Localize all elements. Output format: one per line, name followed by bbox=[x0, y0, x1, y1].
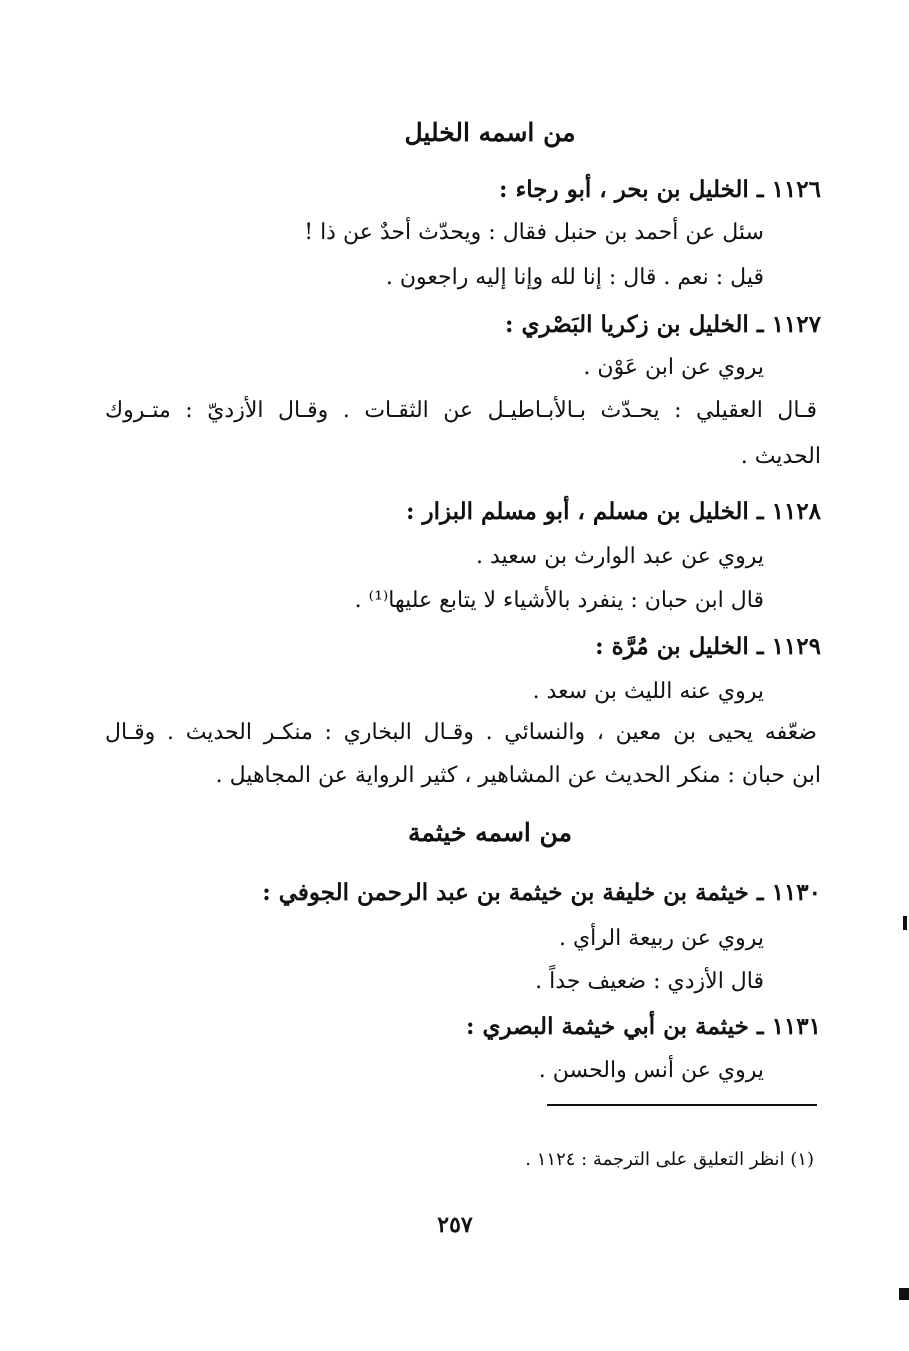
entry-1128-heading: ١١٢٨ ـ الخليل بن مسلم ، أبو مسلم البزار : bbox=[406, 498, 821, 525]
entry-1127-line-3: الحديث . bbox=[740, 444, 821, 469]
entry-1130-line-1: يروي عن ربيعة الرأي . bbox=[558, 926, 764, 951]
entry-1127-line-2: قـال العقيلي : يحـدّث بـالأبـاطيـل عن الثقـات . وقـال الأزديّ : متـروك bbox=[105, 398, 817, 423]
entry-1127-line-1: يروي عن ابن عَوْن . bbox=[583, 355, 764, 380]
entry-1126-line-1: سئل عن أحمد بن حنبل فقال : ويحدّث أحدٌ عن ذا ! bbox=[304, 220, 764, 245]
entry-1131-line-1: يروي عن أنس والحسن . bbox=[538, 1058, 764, 1083]
entry-1129-line-3: ابن حبان : منكر الحديث عن المشاهير ، كثير الرواية عن المجاهيل . bbox=[215, 763, 821, 788]
scan-edge-mark-bottom bbox=[899, 1288, 909, 1300]
entry-1126-heading: ١١٢٦ ـ الخليل بن بحر ، أبو رجاء : bbox=[498, 176, 821, 203]
entry-1126-line-2: قيل : نعم . قال : إنا لله وإنا إليه راجعون . bbox=[385, 265, 764, 290]
page-number: ٢٥٧ bbox=[437, 1212, 473, 1238]
section-heading-khaythama: من اسمه خيثمة bbox=[408, 818, 572, 847]
scan-edge-mark-top bbox=[903, 916, 907, 930]
footnote: (١) انظر التعليق على الترجمة : ١١٢٤ . bbox=[525, 1149, 814, 1170]
entry-1129-heading: ١١٢٩ ـ الخليل بن مُرَّة : bbox=[595, 633, 821, 660]
entry-1127-heading: ١١٢٧ ـ الخليل بن زكريا البَصْري : bbox=[505, 311, 821, 338]
section-heading-khalil: من اسمه الخليل bbox=[404, 118, 576, 147]
entry-1128-line-2: قال ابن حبان : ينفرد بالأشياء لا يتابع عليها⁽¹⁾ . bbox=[354, 588, 764, 613]
footnote-separator bbox=[547, 1104, 817, 1106]
entry-1128-line-1: يروي عن عبد الوارث بن سعيد . bbox=[476, 544, 764, 569]
entry-1130-line-2: قال الأزدي : ضعيف جداً . bbox=[535, 969, 764, 994]
entry-1129-line-1: يروي عنه الليث بن سعد . bbox=[532, 679, 764, 704]
entry-1129-line-2: ضعّفه يحيى بن معين ، والنسائي . وقـال البخاري : منكـر الحديث . وقـال bbox=[105, 720, 817, 745]
entry-1131-heading: ١١٣١ ـ خيثمة بن أبي خيثمة البصري : bbox=[465, 1013, 821, 1040]
entry-1130-heading: ١١٣٠ ـ خيثمة بن خليفة بن خيثمة بن عبد الرحمن الجوفي : bbox=[262, 879, 821, 906]
